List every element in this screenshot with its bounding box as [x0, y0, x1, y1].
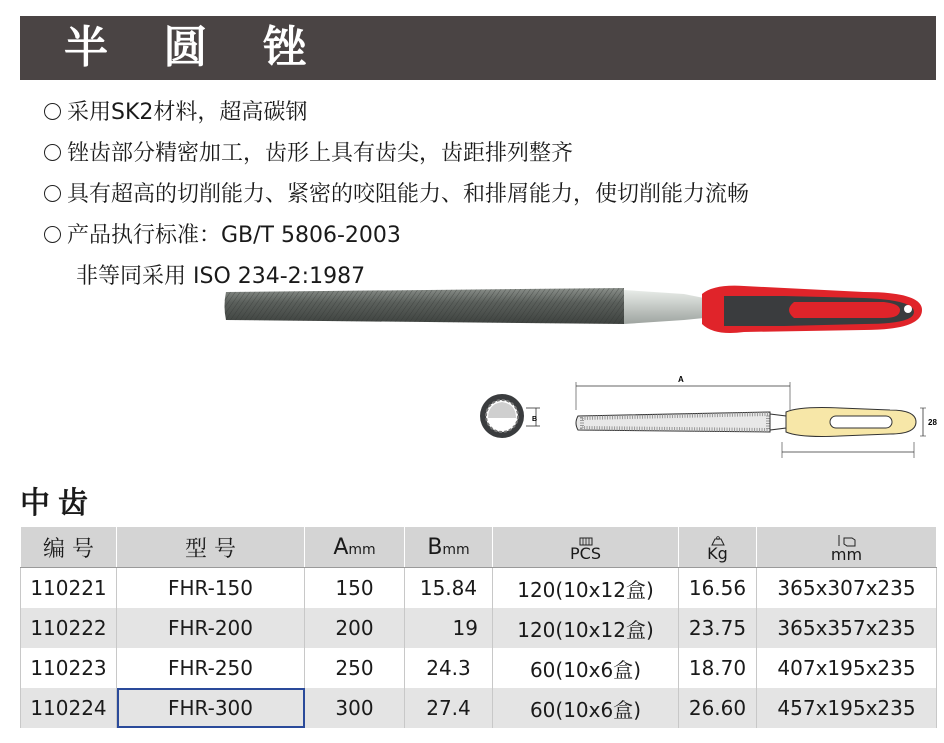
feature-sub-note: 非等同采用 ISO 234-2:1987: [76, 264, 366, 289]
feature-item: 采用SK2材料，超高碳钢: [44, 92, 749, 133]
cell-kg: 16.56: [679, 568, 757, 609]
feature-item: 锉齿部分精密加工，齿形上具有齿尖，齿距排列整齐: [44, 133, 749, 174]
dimension-a-label: A: [678, 375, 684, 384]
cell-pcs: 120(10x12盒): [493, 608, 679, 648]
file-ferrule: [624, 290, 704, 324]
table-row: [21, 688, 937, 728]
cell-code: 110221: [21, 568, 117, 609]
cell-a: 200: [305, 608, 405, 648]
table-row: [21, 648, 937, 688]
header-model: 型 号: [117, 527, 305, 568]
circle-bullet-icon: [44, 185, 61, 202]
feature-item: 具有超高的切削能力、紧密的咬阻能力、和排屑能力，使切削能力流畅: [44, 174, 749, 215]
table-row: [21, 568, 937, 609]
technical-drawing: [470, 372, 944, 464]
spec-table: [20, 527, 937, 728]
header-weight: Kg: [679, 527, 757, 568]
file-outline: [576, 375, 937, 458]
circle-bullet-icon: [44, 226, 61, 243]
cell-size: 457x195x235: [757, 688, 937, 728]
header-code: 编 号: [21, 527, 117, 568]
cell-b: 15.84: [405, 568, 493, 609]
cell-b: 27.4: [405, 688, 493, 728]
header-carton-size: mm: [757, 527, 937, 568]
cell-code: 110222: [21, 608, 117, 648]
cell-size: 365x307x235: [757, 568, 937, 609]
cell-pcs: 60(10x6盒): [493, 688, 679, 728]
feature-list: [44, 92, 749, 297]
cross-section-icon: [480, 394, 540, 438]
cell-pcs: 120(10x12盒): [493, 568, 679, 609]
cell-code: 110224: [21, 688, 117, 728]
feature-item: 产品执行标准：GB/T 5806-2003: [44, 215, 749, 256]
cell-size: 407x195x235: [757, 648, 937, 688]
table-row: [21, 608, 937, 648]
cell-a: 300: [305, 688, 405, 728]
table-header-row: [21, 527, 937, 568]
cell-a: 150: [305, 568, 405, 609]
cell-pcs: 60(10x6盒): [493, 648, 679, 688]
cell-kg: 23.75: [679, 608, 757, 648]
cell-model: FHR-250: [117, 648, 305, 688]
title-bar: [20, 16, 936, 80]
header-pcs: PCS: [493, 527, 679, 568]
circle-bullet-icon: [44, 144, 61, 161]
circle-bullet-icon: [44, 103, 61, 120]
cell-kg: 26.60: [679, 688, 757, 728]
header-b: Bmm: [405, 527, 493, 568]
file-handle: [702, 286, 922, 333]
cell-model: FHR-200: [117, 608, 305, 648]
cell-model-selected[interactable]: FHR-300: [117, 688, 305, 728]
cell-b: 24.3: [405, 648, 493, 688]
cell-kg: 18.70: [679, 648, 757, 688]
cell-code: 110223: [21, 648, 117, 688]
page-title: 半 圆 锉: [64, 22, 327, 73]
dimension-28-label: 28: [928, 418, 937, 427]
section-heading: 中齿: [20, 486, 96, 521]
cell-size: 365x357x235: [757, 608, 937, 648]
product-photo: [224, 280, 924, 350]
dimension-b-label: B: [532, 416, 538, 423]
cell-b: 19: [405, 608, 493, 648]
cell-a: 250: [305, 648, 405, 688]
cell-model: FHR-150: [117, 568, 305, 609]
header-a: Amm: [305, 527, 405, 568]
file-blade: [225, 288, 625, 324]
